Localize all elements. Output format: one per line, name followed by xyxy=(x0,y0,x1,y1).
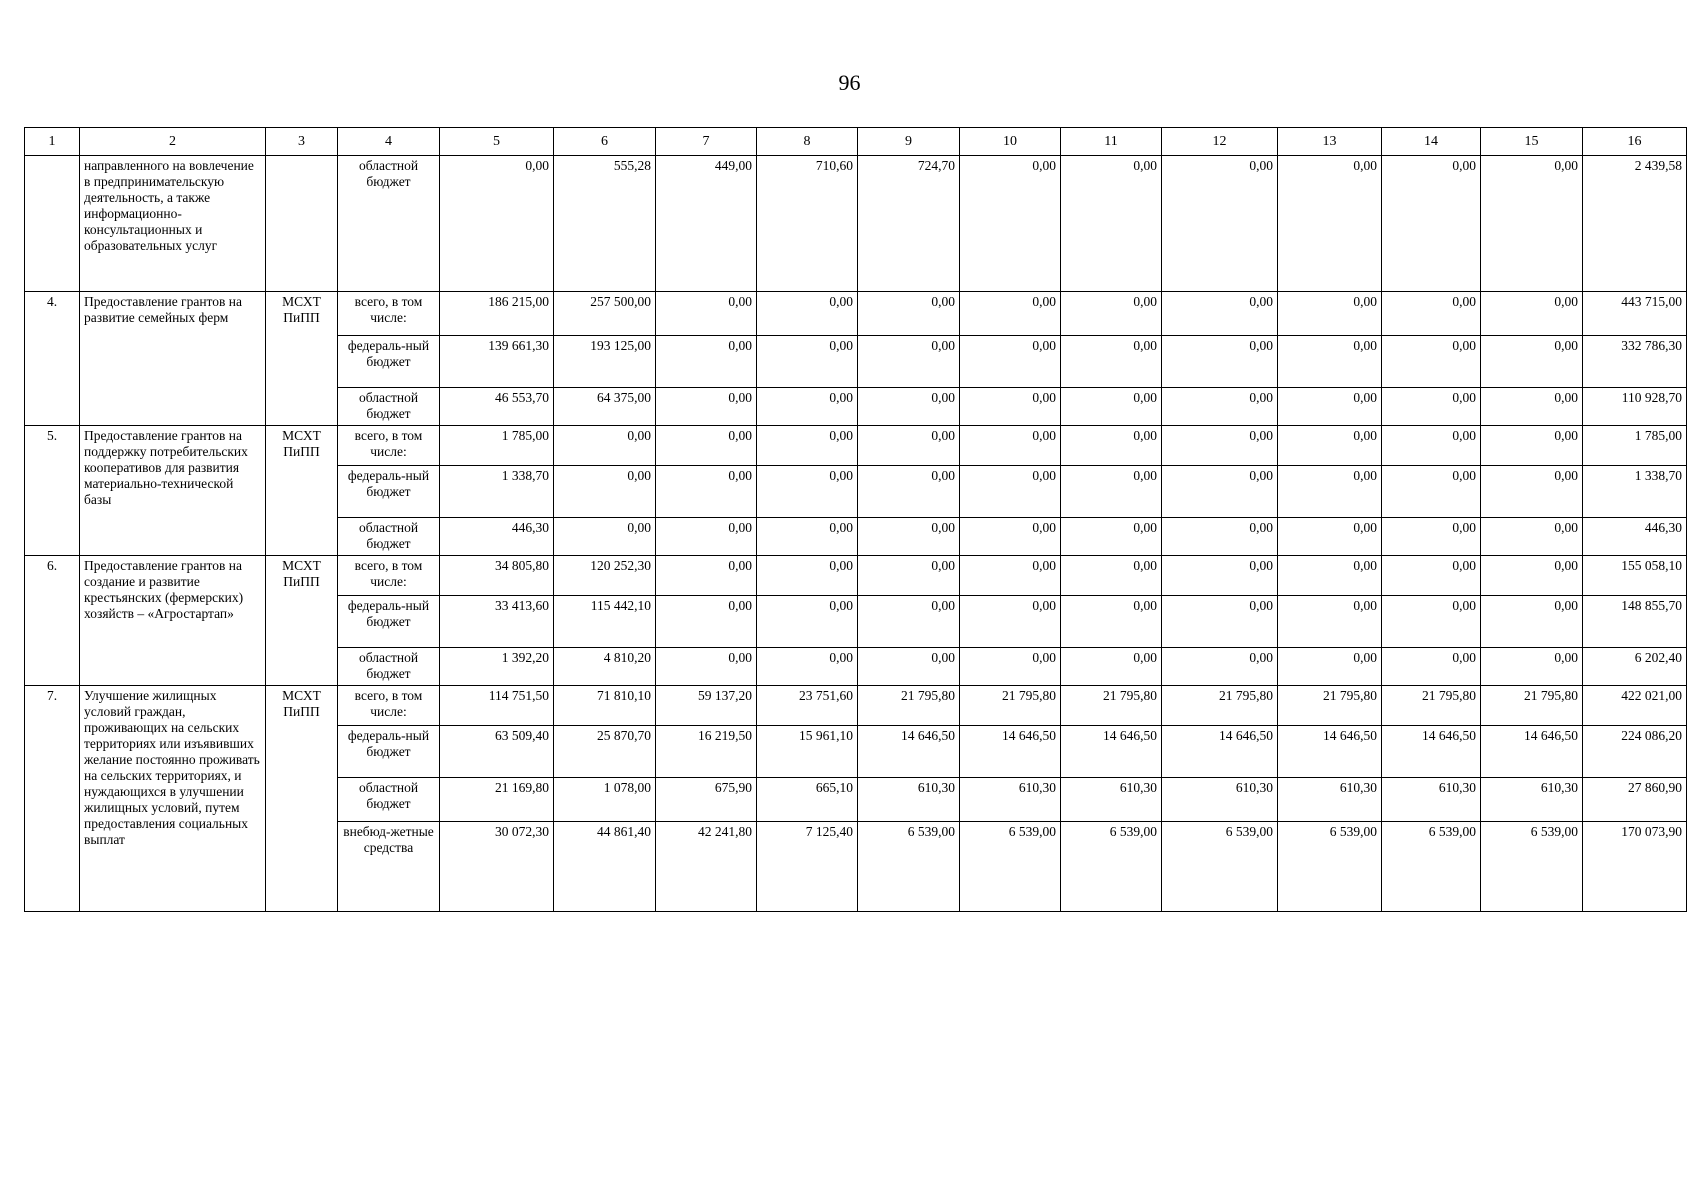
funding-source: областной бюджет xyxy=(338,778,440,822)
row-number: 4. xyxy=(25,292,80,426)
amount-cell: 0,00 xyxy=(1481,556,1583,596)
amount-cell: 14 646,50 xyxy=(1481,726,1583,778)
amount-cell: 0,00 xyxy=(656,388,757,426)
amount-cell: 33 413,60 xyxy=(440,596,554,648)
executor: МСХТ ПиПП xyxy=(266,426,338,556)
amount-cell: 0,00 xyxy=(1481,426,1583,466)
amount-cell: 0,00 xyxy=(554,518,656,556)
amount-cell: 0,00 xyxy=(1061,336,1162,388)
amount-cell: 0,00 xyxy=(858,292,960,336)
amount-cell: 0,00 xyxy=(1162,292,1278,336)
amount-cell: 0,00 xyxy=(1162,648,1278,686)
row-number: 6. xyxy=(25,556,80,686)
budget-table xyxy=(24,127,1687,912)
amount-cell: 0,00 xyxy=(960,518,1061,556)
funding-source: внебюд-жетные средства xyxy=(338,822,440,912)
amount-cell: 6 539,00 xyxy=(1481,822,1583,912)
amount-cell: 1 785,00 xyxy=(440,426,554,466)
amount-cell: 0,00 xyxy=(757,556,858,596)
amount-cell: 0,00 xyxy=(858,336,960,388)
amount-cell: 0,00 xyxy=(656,556,757,596)
amount-cell: 0,00 xyxy=(1278,648,1382,686)
executor: МСХТ ПиПП xyxy=(266,686,338,912)
header-cell: 1 xyxy=(25,128,80,156)
executor: МСХТ ПиПП xyxy=(266,556,338,686)
amount-cell: 1 785,00 xyxy=(1583,426,1687,466)
amount-cell: 21 795,80 xyxy=(1481,686,1583,726)
amount-cell: 0,00 xyxy=(1162,518,1278,556)
header-cell: 15 xyxy=(1481,128,1583,156)
activity-name: Предоставление грантов на создание и развитие крестьянских (фермерских) хозяйств – «Агростартап» xyxy=(80,556,266,686)
amount-cell: 6 539,00 xyxy=(1162,822,1278,912)
funding-source: областной бюджет xyxy=(338,156,440,292)
funding-source: федераль-ный бюджет xyxy=(338,336,440,388)
amount-cell: 186 215,00 xyxy=(440,292,554,336)
amount-cell: 59 137,20 xyxy=(656,686,757,726)
amount-cell: 64 375,00 xyxy=(554,388,656,426)
amount-cell: 1 078,00 xyxy=(554,778,656,822)
amount-cell: 0,00 xyxy=(960,596,1061,648)
amount-cell: 0,00 xyxy=(960,336,1061,388)
header-cell: 5 xyxy=(440,128,554,156)
amount-cell: 0,00 xyxy=(554,426,656,466)
amount-cell: 6 539,00 xyxy=(1382,822,1481,912)
header-cell: 2 xyxy=(80,128,266,156)
amount-cell: 0,00 xyxy=(757,466,858,518)
amount-cell: 610,30 xyxy=(1382,778,1481,822)
amount-cell: 0,00 xyxy=(1162,156,1278,292)
amount-cell: 114 751,50 xyxy=(440,686,554,726)
amount-cell: 675,90 xyxy=(656,778,757,822)
amount-cell: 610,30 xyxy=(1278,778,1382,822)
funding-source: областной бюджет xyxy=(338,388,440,426)
amount-cell: 610,30 xyxy=(858,778,960,822)
funding-source: всего, в том числе: xyxy=(338,426,440,466)
amount-cell: 0,00 xyxy=(1481,388,1583,426)
header-cell: 6 xyxy=(554,128,656,156)
amount-cell: 21 795,80 xyxy=(1382,686,1481,726)
amount-cell: 0,00 xyxy=(1061,388,1162,426)
amount-cell: 0,00 xyxy=(1278,388,1382,426)
header-cell: 9 xyxy=(858,128,960,156)
amount-cell: 0,00 xyxy=(1162,596,1278,648)
amount-cell: 6 539,00 xyxy=(1061,822,1162,912)
funding-source: федераль-ный бюджет xyxy=(338,596,440,648)
amount-cell: 0,00 xyxy=(1061,518,1162,556)
amount-cell: 0,00 xyxy=(1278,518,1382,556)
amount-cell: 0,00 xyxy=(1162,388,1278,426)
amount-cell: 21 795,80 xyxy=(1278,686,1382,726)
amount-cell: 610,30 xyxy=(1061,778,1162,822)
amount-cell: 2 439,58 xyxy=(1583,156,1687,292)
funding-source: федераль-ный бюджет xyxy=(338,726,440,778)
amount-cell: 1 338,70 xyxy=(440,466,554,518)
amount-cell: 0,00 xyxy=(1278,556,1382,596)
table-row xyxy=(25,686,1687,726)
amount-cell: 21 169,80 xyxy=(440,778,554,822)
amount-cell: 0,00 xyxy=(757,426,858,466)
amount-cell: 0,00 xyxy=(858,466,960,518)
amount-cell: 0,00 xyxy=(1162,556,1278,596)
amount-cell: 0,00 xyxy=(554,466,656,518)
amount-cell: 0,00 xyxy=(656,426,757,466)
amount-cell: 21 795,80 xyxy=(960,686,1061,726)
amount-cell: 6 539,00 xyxy=(1278,822,1382,912)
row-number: 7. xyxy=(25,686,80,912)
amount-cell: 4 810,20 xyxy=(554,648,656,686)
amount-cell: 0,00 xyxy=(656,596,757,648)
amount-cell: 332 786,30 xyxy=(1583,336,1687,388)
amount-cell: 25 870,70 xyxy=(554,726,656,778)
activity-name: Предоставление грантов на поддержку потребительских кооперативов для развития материально-технической базы xyxy=(80,426,266,556)
table-body xyxy=(25,128,1687,912)
amount-cell: 1 338,70 xyxy=(1583,466,1687,518)
executor: МСХТ ПиПП xyxy=(266,292,338,426)
amount-cell: 0,00 xyxy=(1382,426,1481,466)
amount-cell: 21 795,80 xyxy=(1162,686,1278,726)
amount-cell: 0,00 xyxy=(656,292,757,336)
funding-source: всего, в том числе: xyxy=(338,686,440,726)
amount-cell: 0,00 xyxy=(1162,336,1278,388)
amount-cell: 0,00 xyxy=(1382,648,1481,686)
amount-cell: 665,10 xyxy=(757,778,858,822)
amount-cell: 0,00 xyxy=(1061,426,1162,466)
amount-cell: 0,00 xyxy=(1278,292,1382,336)
amount-cell: 0,00 xyxy=(1382,336,1481,388)
amount-cell: 0,00 xyxy=(858,388,960,426)
activity-name: Улучшение жилищных условий граждан, проживающих на сельских территориях или изъявивших желание постоянно проживать на сельских территориях, и нуждающихся в улучшении жилищных условий, путем предоставления социальных выплат xyxy=(80,686,266,912)
amount-cell: 0,00 xyxy=(960,556,1061,596)
amount-cell: 0,00 xyxy=(1382,556,1481,596)
amount-cell: 14 646,50 xyxy=(960,726,1061,778)
amount-cell: 0,00 xyxy=(1162,426,1278,466)
amount-cell: 0,00 xyxy=(440,156,554,292)
amount-cell: 115 442,10 xyxy=(554,596,656,648)
amount-cell: 0,00 xyxy=(960,426,1061,466)
amount-cell: 0,00 xyxy=(1481,466,1583,518)
amount-cell: 0,00 xyxy=(1382,156,1481,292)
funding-source: федераль-ный бюджет xyxy=(338,466,440,518)
amount-cell: 0,00 xyxy=(656,648,757,686)
amount-cell: 1 392,20 xyxy=(440,648,554,686)
amount-cell: 0,00 xyxy=(1061,648,1162,686)
amount-cell: 155 058,10 xyxy=(1583,556,1687,596)
amount-cell: 0,00 xyxy=(656,518,757,556)
table-row xyxy=(25,426,1687,466)
amount-cell: 170 073,90 xyxy=(1583,822,1687,912)
amount-cell: 422 021,00 xyxy=(1583,686,1687,726)
amount-cell: 724,70 xyxy=(858,156,960,292)
header-cell: 11 xyxy=(1061,128,1162,156)
amount-cell: 6 539,00 xyxy=(960,822,1061,912)
amount-cell: 0,00 xyxy=(1382,596,1481,648)
amount-cell: 63 509,40 xyxy=(440,726,554,778)
amount-cell: 16 219,50 xyxy=(656,726,757,778)
amount-cell: 0,00 xyxy=(1481,292,1583,336)
amount-cell: 148 855,70 xyxy=(1583,596,1687,648)
header-cell: 7 xyxy=(656,128,757,156)
amount-cell: 44 861,40 xyxy=(554,822,656,912)
amount-cell: 110 928,70 xyxy=(1583,388,1687,426)
amount-cell: 0,00 xyxy=(960,292,1061,336)
amount-cell: 0,00 xyxy=(1481,156,1583,292)
amount-cell: 139 661,30 xyxy=(440,336,554,388)
amount-cell: 0,00 xyxy=(1061,596,1162,648)
amount-cell: 14 646,50 xyxy=(1278,726,1382,778)
table-row xyxy=(25,156,1687,292)
amount-cell: 610,30 xyxy=(1162,778,1278,822)
amount-cell: 0,00 xyxy=(656,466,757,518)
amount-cell: 555,28 xyxy=(554,156,656,292)
amount-cell: 0,00 xyxy=(1278,336,1382,388)
amount-cell: 449,00 xyxy=(656,156,757,292)
funding-source: всего, в том числе: xyxy=(338,292,440,336)
amount-cell: 193 125,00 xyxy=(554,336,656,388)
amount-cell: 0,00 xyxy=(1278,156,1382,292)
amount-cell: 0,00 xyxy=(960,156,1061,292)
header-cell: 12 xyxy=(1162,128,1278,156)
amount-cell: 0,00 xyxy=(757,388,858,426)
amount-cell: 0,00 xyxy=(858,518,960,556)
amount-cell: 46 553,70 xyxy=(440,388,554,426)
header-cell: 10 xyxy=(960,128,1061,156)
amount-cell: 0,00 xyxy=(1481,336,1583,388)
amount-cell: 0,00 xyxy=(1061,156,1162,292)
amount-cell: 0,00 xyxy=(1481,648,1583,686)
amount-cell: 443 715,00 xyxy=(1583,292,1687,336)
amount-cell: 21 795,80 xyxy=(858,686,960,726)
page-number: 96 xyxy=(838,70,861,95)
header-cell: 3 xyxy=(266,128,338,156)
amount-cell: 0,00 xyxy=(960,388,1061,426)
amount-cell: 6 202,40 xyxy=(1583,648,1687,686)
amount-cell: 42 241,80 xyxy=(656,822,757,912)
amount-cell: 610,30 xyxy=(1481,778,1583,822)
amount-cell: 0,00 xyxy=(757,596,858,648)
amount-cell: 71 810,10 xyxy=(554,686,656,726)
amount-cell: 0,00 xyxy=(1061,292,1162,336)
header-row xyxy=(25,128,1687,156)
amount-cell: 257 500,00 xyxy=(554,292,656,336)
amount-cell: 0,00 xyxy=(757,292,858,336)
amount-cell: 14 646,50 xyxy=(1162,726,1278,778)
header-cell: 13 xyxy=(1278,128,1382,156)
amount-cell: 14 646,50 xyxy=(858,726,960,778)
amount-cell: 120 252,30 xyxy=(554,556,656,596)
amount-cell: 0,00 xyxy=(1278,596,1382,648)
amount-cell: 0,00 xyxy=(858,556,960,596)
funding-source: областной бюджет xyxy=(338,648,440,686)
amount-cell: 0,00 xyxy=(960,648,1061,686)
header-cell: 8 xyxy=(757,128,858,156)
amount-cell: 0,00 xyxy=(1278,466,1382,518)
amount-cell: 446,30 xyxy=(1583,518,1687,556)
amount-cell: 21 795,80 xyxy=(1061,686,1162,726)
amount-cell: 0,00 xyxy=(1162,466,1278,518)
amount-cell: 0,00 xyxy=(960,466,1061,518)
funding-source: областной бюджет xyxy=(338,518,440,556)
table-row xyxy=(25,556,1687,596)
amount-cell: 34 805,80 xyxy=(440,556,554,596)
row-number xyxy=(25,156,80,292)
table-row xyxy=(25,292,1687,336)
amount-cell: 610,30 xyxy=(960,778,1061,822)
funding-source: всего, в том числе: xyxy=(338,556,440,596)
amount-cell: 7 125,40 xyxy=(757,822,858,912)
amount-cell: 0,00 xyxy=(757,518,858,556)
amount-cell: 0,00 xyxy=(656,336,757,388)
amount-cell: 0,00 xyxy=(1481,596,1583,648)
amount-cell: 0,00 xyxy=(757,336,858,388)
amount-cell: 0,00 xyxy=(1382,518,1481,556)
row-number: 5. xyxy=(25,426,80,556)
amount-cell: 27 860,90 xyxy=(1583,778,1687,822)
amount-cell: 0,00 xyxy=(858,426,960,466)
amount-cell: 0,00 xyxy=(757,648,858,686)
executor xyxy=(266,156,338,292)
amount-cell: 0,00 xyxy=(858,596,960,648)
amount-cell: 0,00 xyxy=(1382,388,1481,426)
amount-cell: 30 072,30 xyxy=(440,822,554,912)
amount-cell: 0,00 xyxy=(1278,426,1382,466)
amount-cell: 0,00 xyxy=(1382,466,1481,518)
header-cell: 14 xyxy=(1382,128,1481,156)
amount-cell: 224 086,20 xyxy=(1583,726,1687,778)
amount-cell: 15 961,10 xyxy=(757,726,858,778)
activity-name: направленного на вовлечение в предпринимательскую деятельность, а также информационно-консультационных и образовательных услуг xyxy=(80,156,266,292)
amount-cell: 446,30 xyxy=(440,518,554,556)
amount-cell: 14 646,50 xyxy=(1061,726,1162,778)
header-cell: 16 xyxy=(1583,128,1687,156)
amount-cell: 0,00 xyxy=(1481,518,1583,556)
amount-cell: 0,00 xyxy=(1061,466,1162,518)
activity-name: Предоставление грантов на развитие семейных ферм xyxy=(80,292,266,426)
amount-cell: 23 751,60 xyxy=(757,686,858,726)
header-cell: 4 xyxy=(338,128,440,156)
amount-cell: 14 646,50 xyxy=(1382,726,1481,778)
amount-cell: 710,60 xyxy=(757,156,858,292)
amount-cell: 0,00 xyxy=(1382,292,1481,336)
amount-cell: 0,00 xyxy=(1061,556,1162,596)
amount-cell: 6 539,00 xyxy=(858,822,960,912)
amount-cell: 0,00 xyxy=(858,648,960,686)
